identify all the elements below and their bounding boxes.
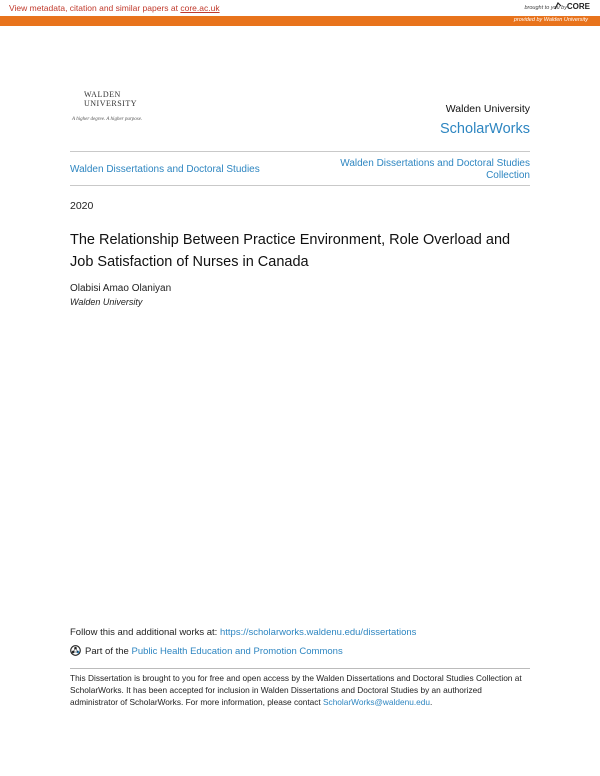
follow-line: [70, 627, 416, 638]
network-icon: [70, 645, 81, 656]
part-of-line: [70, 645, 343, 657]
institution-name: Walden University: [445, 103, 530, 115]
collection-link-right-line1: Walden Dissertations and Doctoral Studies: [340, 158, 530, 169]
logo-line-2: UNIVERSITY: [84, 99, 137, 108]
collection-link-left[interactable]: Walden Dissertations and Doctoral Studies: [70, 164, 260, 175]
footer-divider: [70, 668, 530, 669]
follow-text: Follow this and additional works at:: [70, 627, 220, 638]
divider-bottom: [70, 185, 530, 186]
commons-link[interactable]: Public Health Education and Promotion Commons: [131, 646, 343, 657]
access-notice: [70, 672, 532, 708]
brought-by-text: brought to you by: [524, 5, 567, 11]
core-view-link[interactable]: [9, 3, 220, 13]
core-logo-icon: [553, 1, 563, 11]
document-title: The Relationship Between Practice Environment, Role Overload and Job Satisfaction of Nurses in Canada: [70, 232, 511, 270]
author-name: Olabisi Amao Olaniyan: [70, 283, 172, 294]
part-of-text: Part of the: [85, 646, 132, 657]
scholarworks-link[interactable]: ScholarWorks: [440, 121, 530, 137]
core-view-text: View metadata, citation and similar papers at: [9, 3, 181, 13]
collection-link-right-line2: Collection: [486, 170, 530, 181]
provided-by-bar: [0, 16, 600, 26]
dissertations-url-link[interactable]: https://scholarworks.waldenu.edu/dissertations: [219, 627, 417, 638]
walden-university-logo: [72, 90, 152, 126]
core-logo[interactable]: CORE: [566, 2, 590, 11]
publication-year: 2020: [70, 200, 94, 212]
provided-by-text: provided by Walden University: [513, 17, 588, 23]
author-affiliation: Walden University: [70, 297, 143, 307]
access-notice-end: .: [429, 697, 433, 707]
access-notice-text: This Dissertation is brought to you for free and open access by the Walden Dissertations and Doctoral Studies Collection at ScholarWorks. It has been accepted for inclusion in Walden Dissertations and Doctoral Studies by an authorized administrator of ScholarWorks. For more information, please contact: [70, 673, 522, 707]
logo-tagline: A higher degree. A higher purpose.: [72, 117, 143, 122]
collection-link-right[interactable]: [340, 158, 530, 182]
core-banner: [0, 0, 600, 16]
core-ac-uk-link[interactable]: core.ac.uk: [180, 3, 220, 13]
contact-email-link[interactable]: ScholarWorks@waldenu.edu: [323, 697, 430, 707]
divider-top: [70, 151, 530, 152]
logo-line-1: WALDEN: [84, 90, 121, 99]
